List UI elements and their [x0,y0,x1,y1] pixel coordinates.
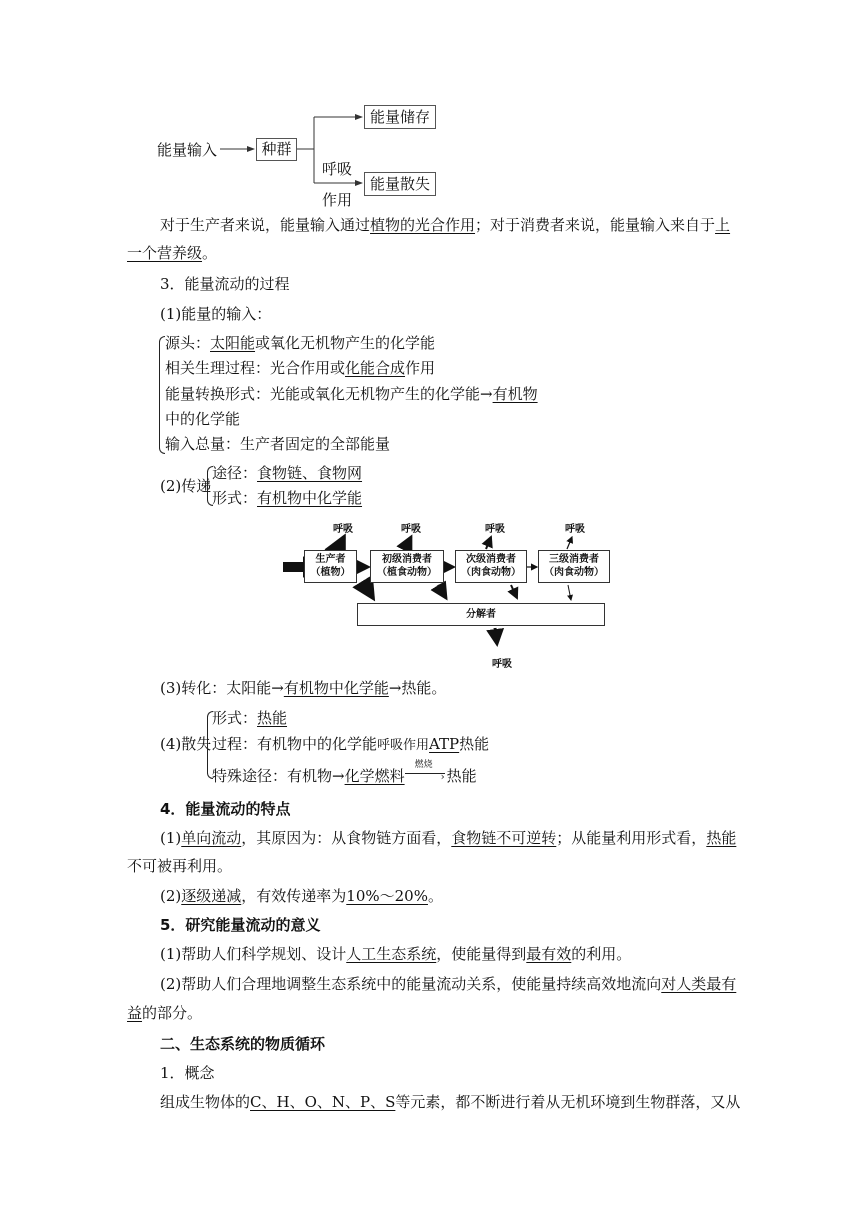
significance-2: (2)帮助人们合理地调整生态系统中的能量流动关系，使能量持续高效地流向对人类最有 [160,975,737,993]
secondary-consumer-box: 次级消费者 （肉食动物） [455,550,527,583]
transfer-route: 途径：食物链、食物网 [212,464,363,482]
transfer-form: 形式：有机物中化学能 [212,489,363,507]
feature-1-cont: 不可被再利用。 [127,857,233,875]
significance-1: (1)帮助人们科学规划、设计人工生态系统，使能量得到最有效的利用。 [160,945,632,963]
input-conversion: 能量转换形式：光能或氧化无机物产生的化学能→有机物 [165,385,538,403]
feature-2: (2)逐级递减，有效传递率为10%～20%。 [160,887,443,905]
dissipation-label: (4)散失 [160,735,212,753]
significance-2-cont: 益的部分。 [127,1004,203,1022]
primary-consumer-box: 初级消费者 （植食动物） [370,550,444,583]
heading-material-cycle: 二、生态系统的物质循环 [160,1035,326,1053]
resp-label-secondary: 呼吸 [485,524,505,535]
population-box: 种群 [256,138,297,161]
energy-storage-box: 能量储存 [364,105,436,129]
input-source: 源头：太阳能或氧化无机物产生的化学能 [165,334,436,352]
energy-input-label: 能量输入 [157,141,218,159]
tertiary-consumer-box: 三级消费者 （肉食动物） [538,550,610,583]
heading-energy-flow-process: 3．能量流动的过程 [160,275,290,293]
resp-label-tertiary: 呼吸 [565,524,585,535]
resp-label-decomposer: 呼吸 [492,659,512,670]
heading-features: 4．能量流动的特点 [160,800,291,818]
resp-label-primary: 呼吸 [401,524,421,535]
input-process: 相关生理过程：光合作用或化能合成作用 [165,359,436,377]
energy-dissipation-box: 能量散失 [364,172,436,196]
producer-box: 生产者 （植物） [304,550,357,583]
dissipation-process: 过程：有机物中的化学能呼吸作用ATP热能 [212,735,490,753]
dissipation-form: 形式：热能 [212,709,288,727]
input-conversion-cont: 中的化学能 [165,410,241,428]
feature-1: (1)单向流动，其原因为：从食物链方面看，食物链不可逆转；从能量利用形式看，热能 [160,829,737,847]
dissipation-special: 特殊途径：有机物→化学燃料 燃烧 › 热能 [212,760,477,785]
decomposer-box: 分解者 [357,603,605,626]
input-total: 输入总量：生产者固定的全部能量 [165,435,391,453]
respiration-label-2: 作用 [322,191,353,209]
section-input-title: (1)能量的输入： [160,305,272,323]
transfer-label: (2)传递 [160,477,212,495]
burn-arrow: 燃烧 › [405,767,447,781]
paragraph-input: 对于生产者来说，能量输入通过植物的光合作用；对于消费者来说，能量输入来自于上 [160,216,731,234]
paragraph-input-cont: 一个营养级。 [127,244,218,262]
conversion-line: (3)转化：太阳能→有机物中化学能→热能。 [160,679,447,697]
respiration-label-1: 呼吸 [322,160,353,178]
resp-label-producer: 呼吸 [333,524,353,535]
heading-significance: 5．研究能量流动的意义 [160,916,321,934]
concept-text: 组成生物体的C、H、O、N、P、S等元素，都不断进行着从无机环境到生物群落，又从 [160,1093,741,1111]
heading-concept: 1．概念 [160,1064,215,1082]
